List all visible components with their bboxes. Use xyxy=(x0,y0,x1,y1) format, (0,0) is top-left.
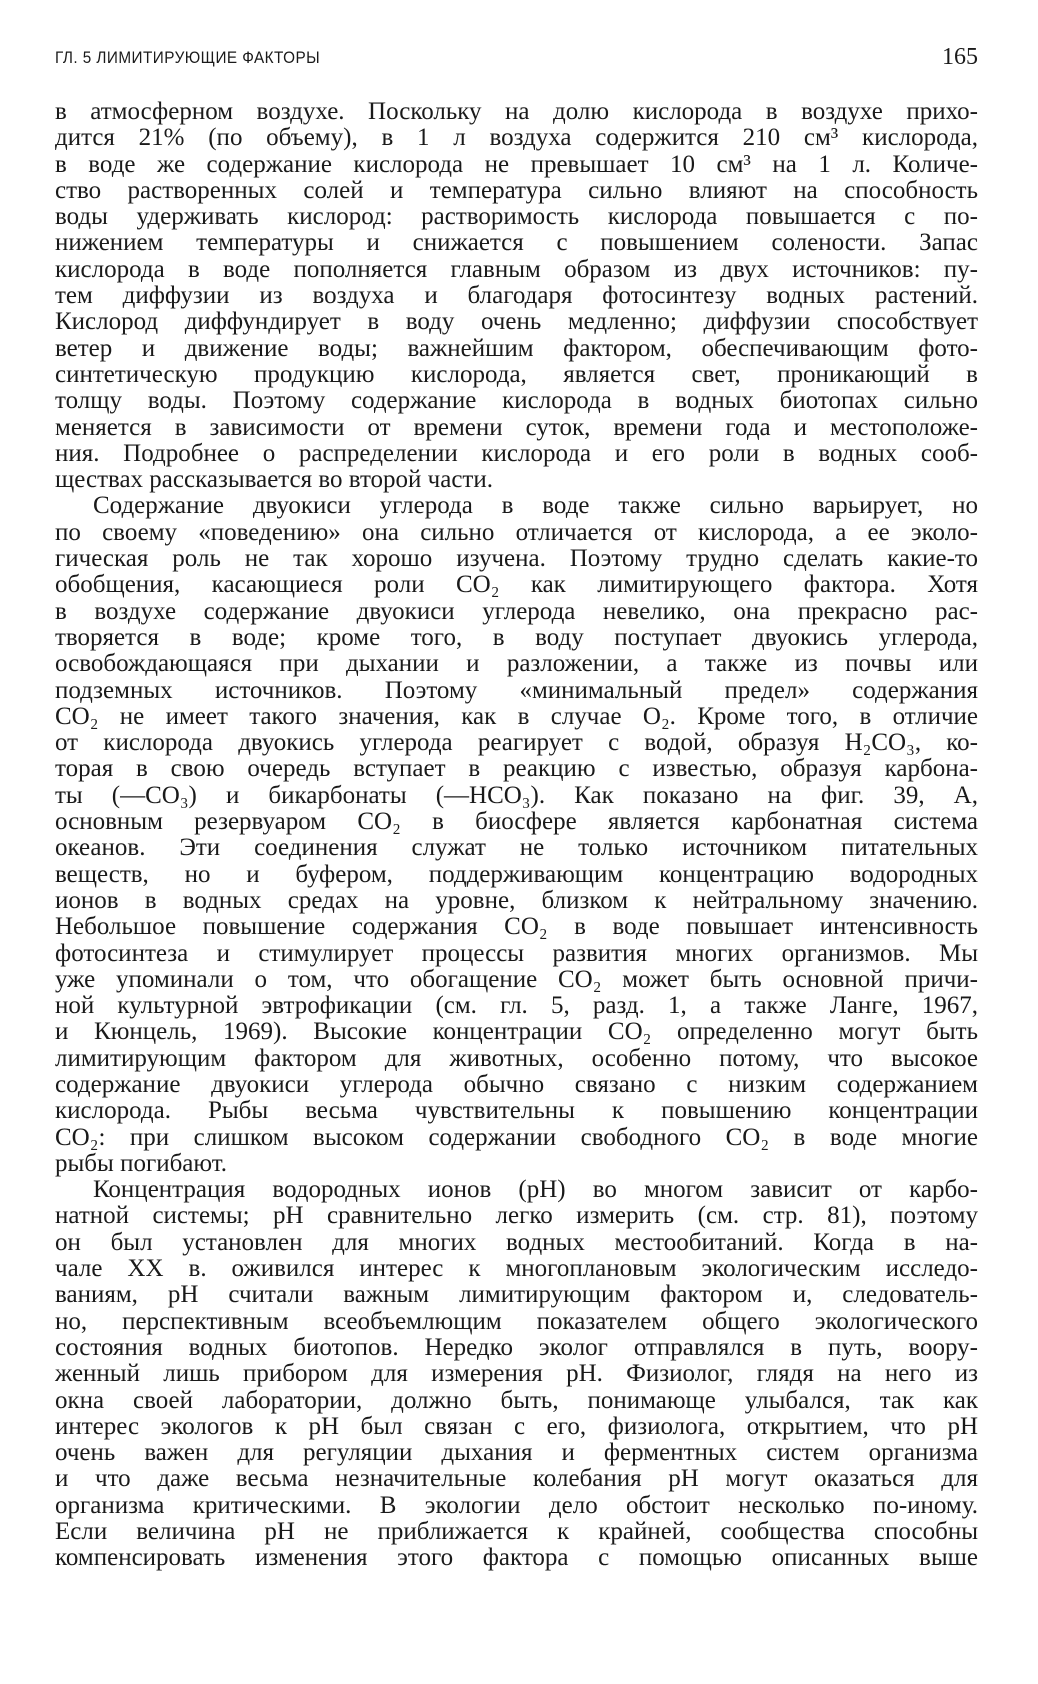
text-line: натной системы; pH сравнительно легко измерить (см. стр. 81), поэтому xyxy=(55,1202,978,1230)
text-line: и что даже весьма незначительные колебания pH могут оказаться для xyxy=(55,1465,978,1493)
text-line: окна своей лаборатории, должно быть, понимающе улыбался, так как xyxy=(55,1386,978,1414)
running-header xyxy=(55,44,978,74)
text-line: он был установлен для многих водных местообитаний. Когда в на- xyxy=(55,1228,978,1256)
text-line: ионов в водных средах на уровне, близком к нейтральному значению. xyxy=(55,886,978,914)
text-line: нижением температуры и снижается с повышением солености. Запас xyxy=(55,229,978,257)
text-line: организма критическими. В экологии дело обстоит несколько по-иному. xyxy=(55,1491,978,1519)
text-line: содержание двуокиси углерода обычно связано с низким содержанием xyxy=(55,1070,978,1098)
text-line: от кислорода двуокись углерода реагирует с водой, образуя H₂CO₃, ко- xyxy=(55,729,978,757)
text-line: в воздухе содержание двуокиси углерода невелико, она прекрасно рас- xyxy=(55,597,978,625)
text-line: дится 21% (по объему), в 1 л воздуха содержится 210 см³ кислорода, xyxy=(55,124,978,152)
text-line: лимитирующим фактором для животных, особенно потому, что высокое xyxy=(55,1044,978,1072)
text-line: ществах рассказывается во второй части. xyxy=(55,466,493,494)
paragraph xyxy=(55,1177,978,1571)
text-line: ния. Подробнее о распределении кислорода и его роли в водных сооб- xyxy=(55,439,978,467)
text-line: компенсировать изменения этого фактора с помощью описанных выше xyxy=(55,1544,978,1572)
text-line: Концентрация водородных ионов (pH) во многом зависит от карбо- xyxy=(93,1176,978,1204)
text-line: меняется в зависимости от времени суток, времени года и местоположе- xyxy=(55,413,978,441)
text-line: кислорода в воде пополняется главным образом из двух источников: пу- xyxy=(55,255,978,283)
text-line: в атмосферном воздухе. Поскольку на долю кислорода в воздухе прихо- xyxy=(55,98,978,125)
text-line: очень важен для регуляции дыхания и ферментных систем организма xyxy=(55,1439,978,1467)
text-line: Кислород диффундирует в воду очень медленно; диффузии способствует xyxy=(55,308,978,336)
text-line: и Кюнцель, 1969). Высокие концентрации CO₂ определенно могут быть xyxy=(55,1018,978,1046)
paragraph xyxy=(55,493,978,1177)
text-line: творяется в воде; кроме того, в воду поступает двуокись углерода, xyxy=(55,623,978,651)
text-line: обобщения, касающиеся роли CO₂ как лимитирующего фактора. Хотя xyxy=(55,571,978,599)
page-body xyxy=(55,99,978,1572)
text-line: ной культурной эвтрофикации (см. гл. 5, разд. 1, а также Ланге, 1967, xyxy=(55,992,978,1020)
text-line: торая в свою очередь вступает в реакцию с известью, образуя карбона- xyxy=(55,755,978,783)
text-line: CO₂: при слишком высоком содержании свободного CO₂ в воде многие xyxy=(55,1123,978,1151)
text-line: CO₂ не имеет такого значения, как в случае O₂. Кроме того, в отличие xyxy=(55,702,978,730)
text-line: освобождающаяся при дыхании и разложении, а также из почвы или xyxy=(55,650,978,678)
text-line: уже упоминали о том, что обогащение CO₂ может быть основной причи- xyxy=(55,965,978,993)
text-line: Содержание двуокиси углерода в воде также сильно варьирует, но xyxy=(93,492,978,520)
page-number: 165 xyxy=(942,44,978,70)
text-line: ты (—CO₃) и бикарбонаты (—HCO₃). Как показано на фиг. 39, А, xyxy=(55,781,978,809)
text-line: рыбы погибают. xyxy=(55,1149,228,1177)
text-line: интерес экологов к pH был связан с его, физиолога, открытием, что pH xyxy=(55,1412,978,1440)
text-line: ство растворенных солей и температура сильно влияют на способность xyxy=(55,176,978,204)
text-line: чале XX в. оживился интерес к многоплановым экологическим исследо- xyxy=(55,1255,978,1283)
text-line: Небольшое повышение содержания CO₂ в воде повышает интенсивность xyxy=(55,913,978,941)
text-line: по своему «поведению» она сильно отличается от кислорода, а ее эколо- xyxy=(55,518,978,546)
text-line: в воде же содержание кислорода не превышает 10 см³ на 1 л. Количе- xyxy=(55,150,978,178)
text-line: тем диффузии из воздуха и благодаря фотосинтезу водных растений. xyxy=(55,282,978,310)
chapter-title: ГЛ. 5 ЛИМИТИРУЮЩИЕ ФАКТОРЫ xyxy=(55,48,321,67)
text-line: ветер и движение воды; важнейшим фактором, обеспечивающим фото- xyxy=(55,334,978,362)
text-line: но, перспективным всеобъемлющим показателем общего экологического xyxy=(55,1307,978,1335)
text-line: ваниям, pH считали важным лимитирующим фактором и, следователь- xyxy=(55,1281,978,1309)
text-line: гическая роль не так хорошо изучена. Поэтому трудно сделать какие-то xyxy=(55,545,978,573)
text-line: подземных источников. Поэтому «минимальный предел» содержания xyxy=(55,676,978,704)
text-line: женный лишь прибором для измерения pH. Физиолог, глядя на него из xyxy=(55,1360,978,1388)
text-line: фотосинтеза и стимулирует процессы развития многих организмов. Мы xyxy=(55,939,978,967)
text-line: веществ, но и буфером, поддерживающим концентрацию водородных xyxy=(55,860,978,888)
text-line: океанов. Эти соединения служат не только источником питательных xyxy=(55,834,978,862)
text-line: синтетическую продукцию кислорода, является свет, проникающий в xyxy=(55,360,978,388)
text-line: состояния водных биотопов. Нередко эколог отправлялся в путь, воору- xyxy=(55,1333,978,1361)
text-line: кислорода. Рыбы весьма чувствительны к повышению концентрации xyxy=(55,1097,978,1125)
text-line: основным резервуаром CO₂ в биосфере является карбонатная система xyxy=(55,808,978,836)
text-line: Если величина pH не приближается к крайней, сообщества способны xyxy=(55,1518,978,1546)
text-line: толщу воды. Поэтому содержание кислорода в водных биотопах сильно xyxy=(55,387,978,415)
paragraph xyxy=(55,99,978,493)
text-line: воды удерживать кислород: растворимость кислорода повышается с по- xyxy=(55,203,978,231)
